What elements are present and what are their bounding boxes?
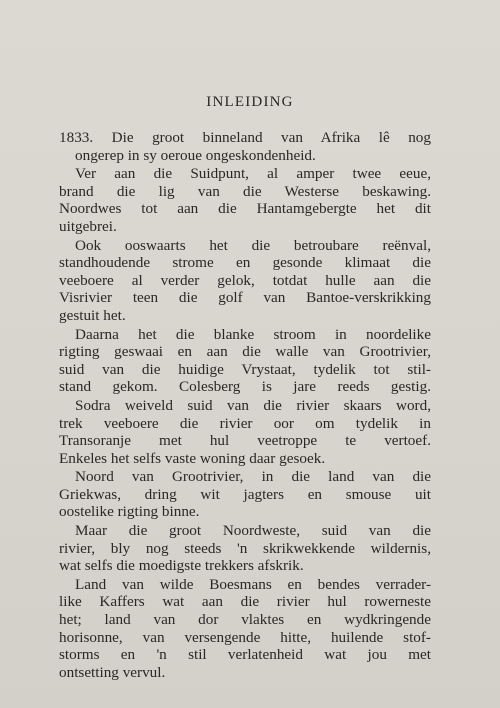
text-line: ongerep in sy oeroue ongeskondenheid. xyxy=(75,146,316,164)
paragraph xyxy=(59,522,431,575)
paragraph xyxy=(59,165,431,235)
text-line: Daarna het die blanke stroom in noordelike xyxy=(75,325,431,343)
text-line: Enkeles het selfs vaste woning daar gesoek. xyxy=(59,449,326,467)
text-line: Ver aan die Suidpunt, al amper twee eeue, xyxy=(75,165,431,183)
text-line: veeboere al verder gelok, totdat hulle aan die xyxy=(59,271,431,289)
paragraph xyxy=(59,237,431,325)
text-line: stand gekom. Colesberg is jare reeds gestig. xyxy=(59,378,431,396)
text-line: Noord van Grootrivier, in die land van die xyxy=(75,468,431,486)
text-line: Transoranje met hul veetroppe te vertoef. xyxy=(59,432,431,450)
text-line: rigting geswaai en aan die walle van Grootrivier, xyxy=(59,343,431,361)
text-line: suid van die huidige Vrystaat, tydelik tot stil- xyxy=(59,360,431,378)
text-line: rivier, bly nog steeds 'n skrikwekkende wildernis, xyxy=(59,539,431,557)
paragraph xyxy=(59,468,431,521)
text-line: Noordwes tot aan die Hantamgebergte het dit xyxy=(59,200,431,218)
paragraph xyxy=(59,576,431,682)
text-line: trek veeboere die rivier oor om tydelik in xyxy=(59,414,431,432)
paragraph xyxy=(59,326,431,396)
text-line: storms en 'n stil verlatenheid wat jou met xyxy=(59,646,431,664)
text-line: wat selfs die moedigste trekkers afskrik. xyxy=(59,557,304,575)
text-line: ontsetting vervul. xyxy=(59,663,166,681)
text-line: uitgebrei. xyxy=(59,217,117,235)
text-line: brand die lig van die Westerse beskawing. xyxy=(59,182,431,200)
chapter-heading: INLEIDING xyxy=(206,94,294,110)
body-text xyxy=(59,129,431,682)
text-line: gestuit het. xyxy=(59,306,126,324)
text-line: Visrivier teen die golf van Bantoe-verskrikking xyxy=(59,289,431,307)
text-line: Land van wilde Boesmans en bendes verrader- xyxy=(75,575,431,593)
text-line: het; land van dor vlaktes en wydkringende xyxy=(59,611,431,629)
paragraph xyxy=(59,129,431,164)
text-line: like Kaffers wat aan die rivier hul rowerneste xyxy=(59,593,431,611)
text-line: standhoudende strome en gesonde klimaat die xyxy=(59,254,431,272)
text-line: oostelike rigting binne. xyxy=(59,503,200,521)
text-line: Ook ooswaarts het die betroubare reënval, xyxy=(75,236,431,254)
text-line: horisonne, van versengende hitte, huilende stof- xyxy=(59,628,431,646)
text-line: Griekwas, dring wit jagters en smouse uit xyxy=(59,485,431,503)
text-line: Sodra weiveld suid van die rivier skaars word, xyxy=(75,396,431,414)
text-line: Maar die groot Noordweste, suid van die xyxy=(75,522,431,540)
text-line: 1833. Die groot binneland van Afrika lê nog xyxy=(59,129,431,146)
paragraph xyxy=(59,397,431,467)
